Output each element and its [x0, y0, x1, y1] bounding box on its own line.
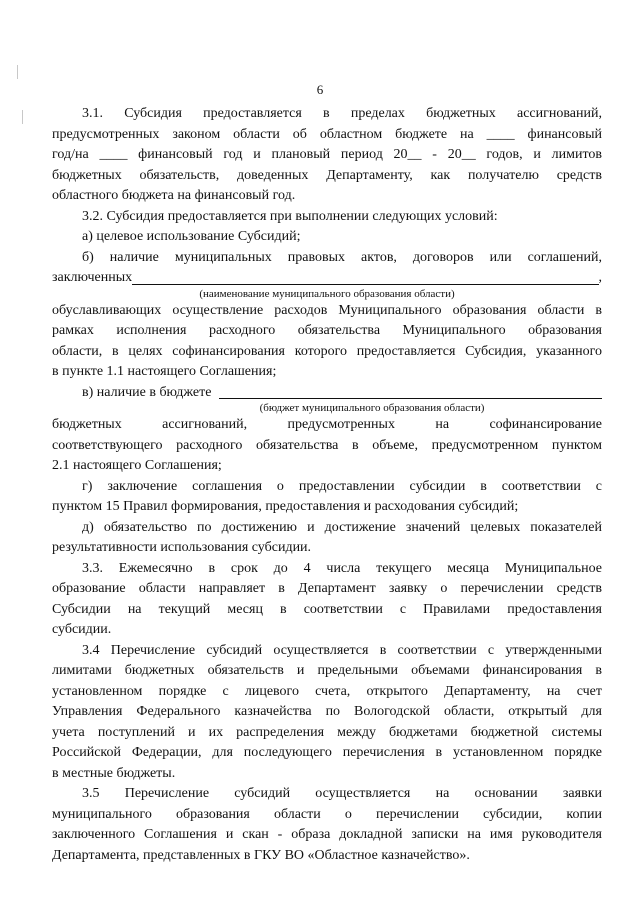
paragraph-3-2	[52, 207, 602, 559]
text-line: заключенного Соглашения и скан - образа докладной записки на имя руководителя	[52, 827, 602, 842]
paragraph-3-5	[52, 784, 602, 866]
text-line: результативности использования субсидии.	[52, 540, 312, 555]
text-line: учета поступлений и их распределения между бюджетами бюджетной системы	[52, 724, 602, 740]
text-fragment: заключенных	[52, 270, 133, 285]
blank-line	[219, 384, 602, 399]
paragraph-3-4	[52, 641, 602, 785]
text-line: Управления Федерального казначейства по Вологодской области, открытый для	[52, 704, 602, 719]
text-line: 3.5 Перечисление субсидий осуществляется на основании заявки	[82, 786, 602, 801]
blank-line	[132, 270, 598, 285]
text-line: областного бюджета на финансовый год.	[52, 188, 296, 203]
text-line: предусмотренных законом области об областном бюджете на ____ финансовый	[52, 126, 602, 142]
condition-d: г) заключение соглашения о предоставлении субсидии в соответствии с	[82, 478, 602, 494]
text-line: рамках исполнения расходного обязательства Муниципального образования	[52, 323, 602, 338]
text-line: обуславливающих осуществление расходов Муниципального образования области в	[52, 302, 602, 318]
text-line: 3.4 Перечисление субсидий осуществляется в соответствии с утвержденными	[82, 642, 602, 658]
text-line: лимитами бюджетных обязательств и предельными объемами финансирования в	[52, 663, 602, 678]
condition-b: б) наличие муниципальных правовых актов, договоров или соглашений,	[82, 249, 602, 265]
text-line: 3.2. Субсидия предоставляется при выполнении следующих условий:	[82, 208, 498, 224]
condition-c: в) наличие в бюджете	[82, 384, 212, 400]
condition-a: а) целевое использование Субсидий;	[82, 229, 301, 244]
document-body	[52, 104, 602, 866]
text-line: Субсидии на текущий месяц в соответствии с Правилами предоставления	[52, 601, 602, 617]
field-caption: (бюджет муниципального образования области)	[259, 402, 485, 414]
text-line: год/на ____ финансовый год и плановый период 20__ - 20__ годов, и лимитов	[52, 147, 602, 162]
text-fragment: ,	[598, 270, 602, 285]
text-line: Департамента, представленных в ГКУ ВО «Областное казначейство».	[52, 847, 470, 863]
text-line: 3.3. Ежемесячно в срок до 4 числа текущего месяца Муниципальное	[82, 560, 602, 576]
text-line: бюджетных ассигнований, предусмотренных на софинансирование	[52, 417, 602, 432]
text-line: в пункте 1.1 настоящего Соглашения;	[52, 364, 277, 379]
fill-in-row-budget	[52, 383, 602, 404]
page-number: 6	[316, 82, 324, 97]
text-line: пунктом 15 Правил формирования, предоставления и расходования субсидий;	[52, 499, 519, 514]
condition-e: д) обязательство по достижению и достижение значений целевых показателей	[82, 519, 602, 535]
text-line: 2.1 настоящего Соглашения;	[52, 458, 222, 473]
paragraph-3-3	[52, 559, 602, 641]
fill-in-row-municipality	[52, 268, 602, 289]
text-line: муниципального образования области о перечислении субсидии, копии	[52, 806, 602, 822]
scan-mark	[22, 110, 23, 124]
text-line: 3.1. Субсидия предоставляется в пределах бюджетных ассигнований,	[82, 106, 602, 121]
text-line: образование области направляет в Департамент заявку о перечислении средств	[52, 581, 602, 596]
field-caption: (наименование муниципального образования области)	[199, 287, 455, 300]
text-line: бюджетных обязательств, доведенных Департаменту, как получателю средств	[52, 167, 602, 183]
text-line: в местные бюджеты.	[52, 765, 176, 781]
text-line: области, в целях софинансирования которого предоставляется Субсидия, указанного	[52, 343, 602, 359]
text-line: Российской Федерации, для последующего перечисления в установленном порядке	[52, 745, 602, 760]
paragraph-3-1	[52, 104, 602, 207]
text-line: установленном порядке с лицевого счета, открытого Департаменту, на счет	[52, 683, 602, 699]
scan-mark	[17, 65, 18, 79]
text-line: субсидии.	[52, 622, 112, 637]
text-line: соответствующего расходного обязательства в объеме, предусмотренном пунктом	[52, 437, 602, 453]
